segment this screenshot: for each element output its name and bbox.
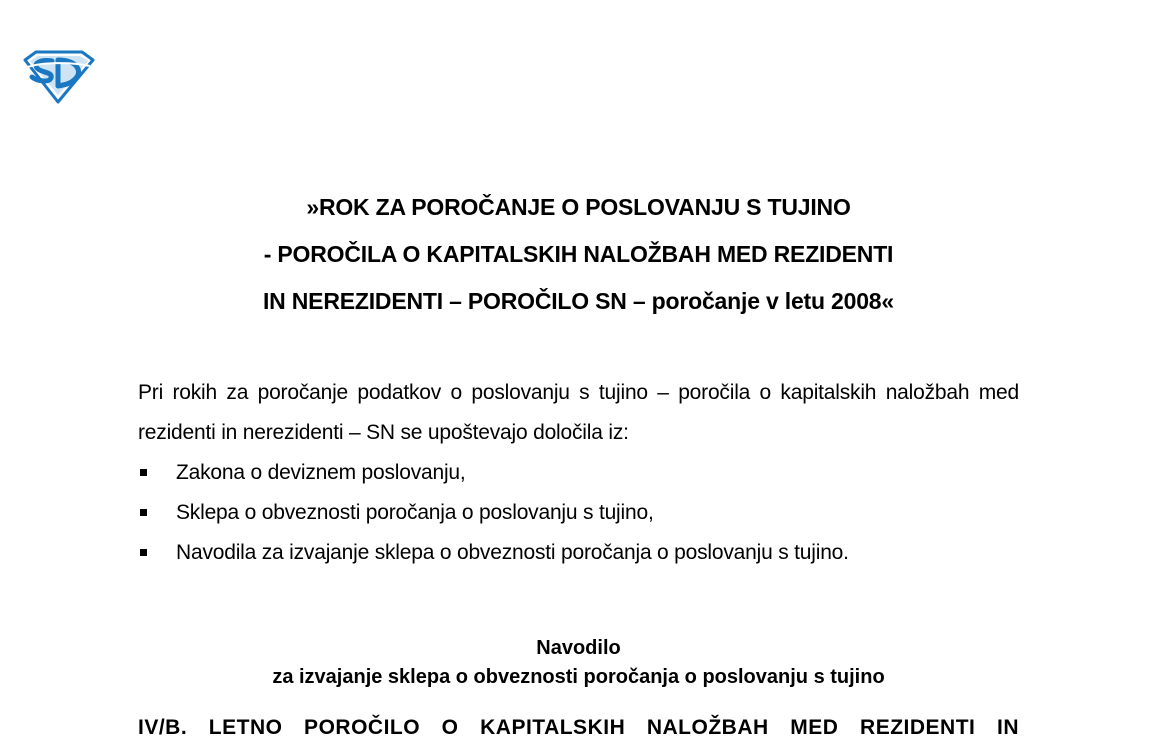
square-bullet-icon [140,509,147,516]
list-item [138,493,1019,533]
list-item-text: Zakona o deviznem poslovanju, [176,461,466,484]
intro-paragraph: Pri rokih za poročanje podatkov o poslovanju s tujino – poročila o kapitalskih naložbah med rezidenti in nerezidenti – SN se upoštevajo določila iz: [138,381,1019,444]
regulation-list [138,453,1019,573]
navodilo-subtitle: za izvajanje sklepa o obveznosti poročanja o poslovanju s tujino [272,666,885,688]
navodilo-heading [0,634,1157,692]
title-line-2: - POROČILA O KAPITALSKIH NALOŽBAH MED REZIDENTI [263,241,894,267]
list-item-text: Sklepa o obveznosti poročanja o poslovanju s tujino, [176,501,654,524]
navodilo-title: Navodilo [536,637,621,659]
sd-shield-logo [22,50,96,104]
square-bullet-icon [140,549,147,556]
list-item [138,453,1019,493]
list-item [138,533,1019,573]
square-bullet-icon [140,469,147,476]
document-title [0,184,1157,325]
section-heading: IV/B. LETNO POROČILO O KAPITALSKIH NALOŽBAH MED REZIDENTI IN [138,716,1019,739]
title-line-3: IN NEREZIDENTI – POROČILO SN – poročanje v letu 2008« [262,288,894,314]
title-line-1: »ROK ZA POROČANJE O POSLOVANJU S TUJINO [306,194,851,220]
list-item-text: Navodila za izvajanje sklepa o obveznosti poročanja o poslovanju s tujino. [176,541,849,564]
